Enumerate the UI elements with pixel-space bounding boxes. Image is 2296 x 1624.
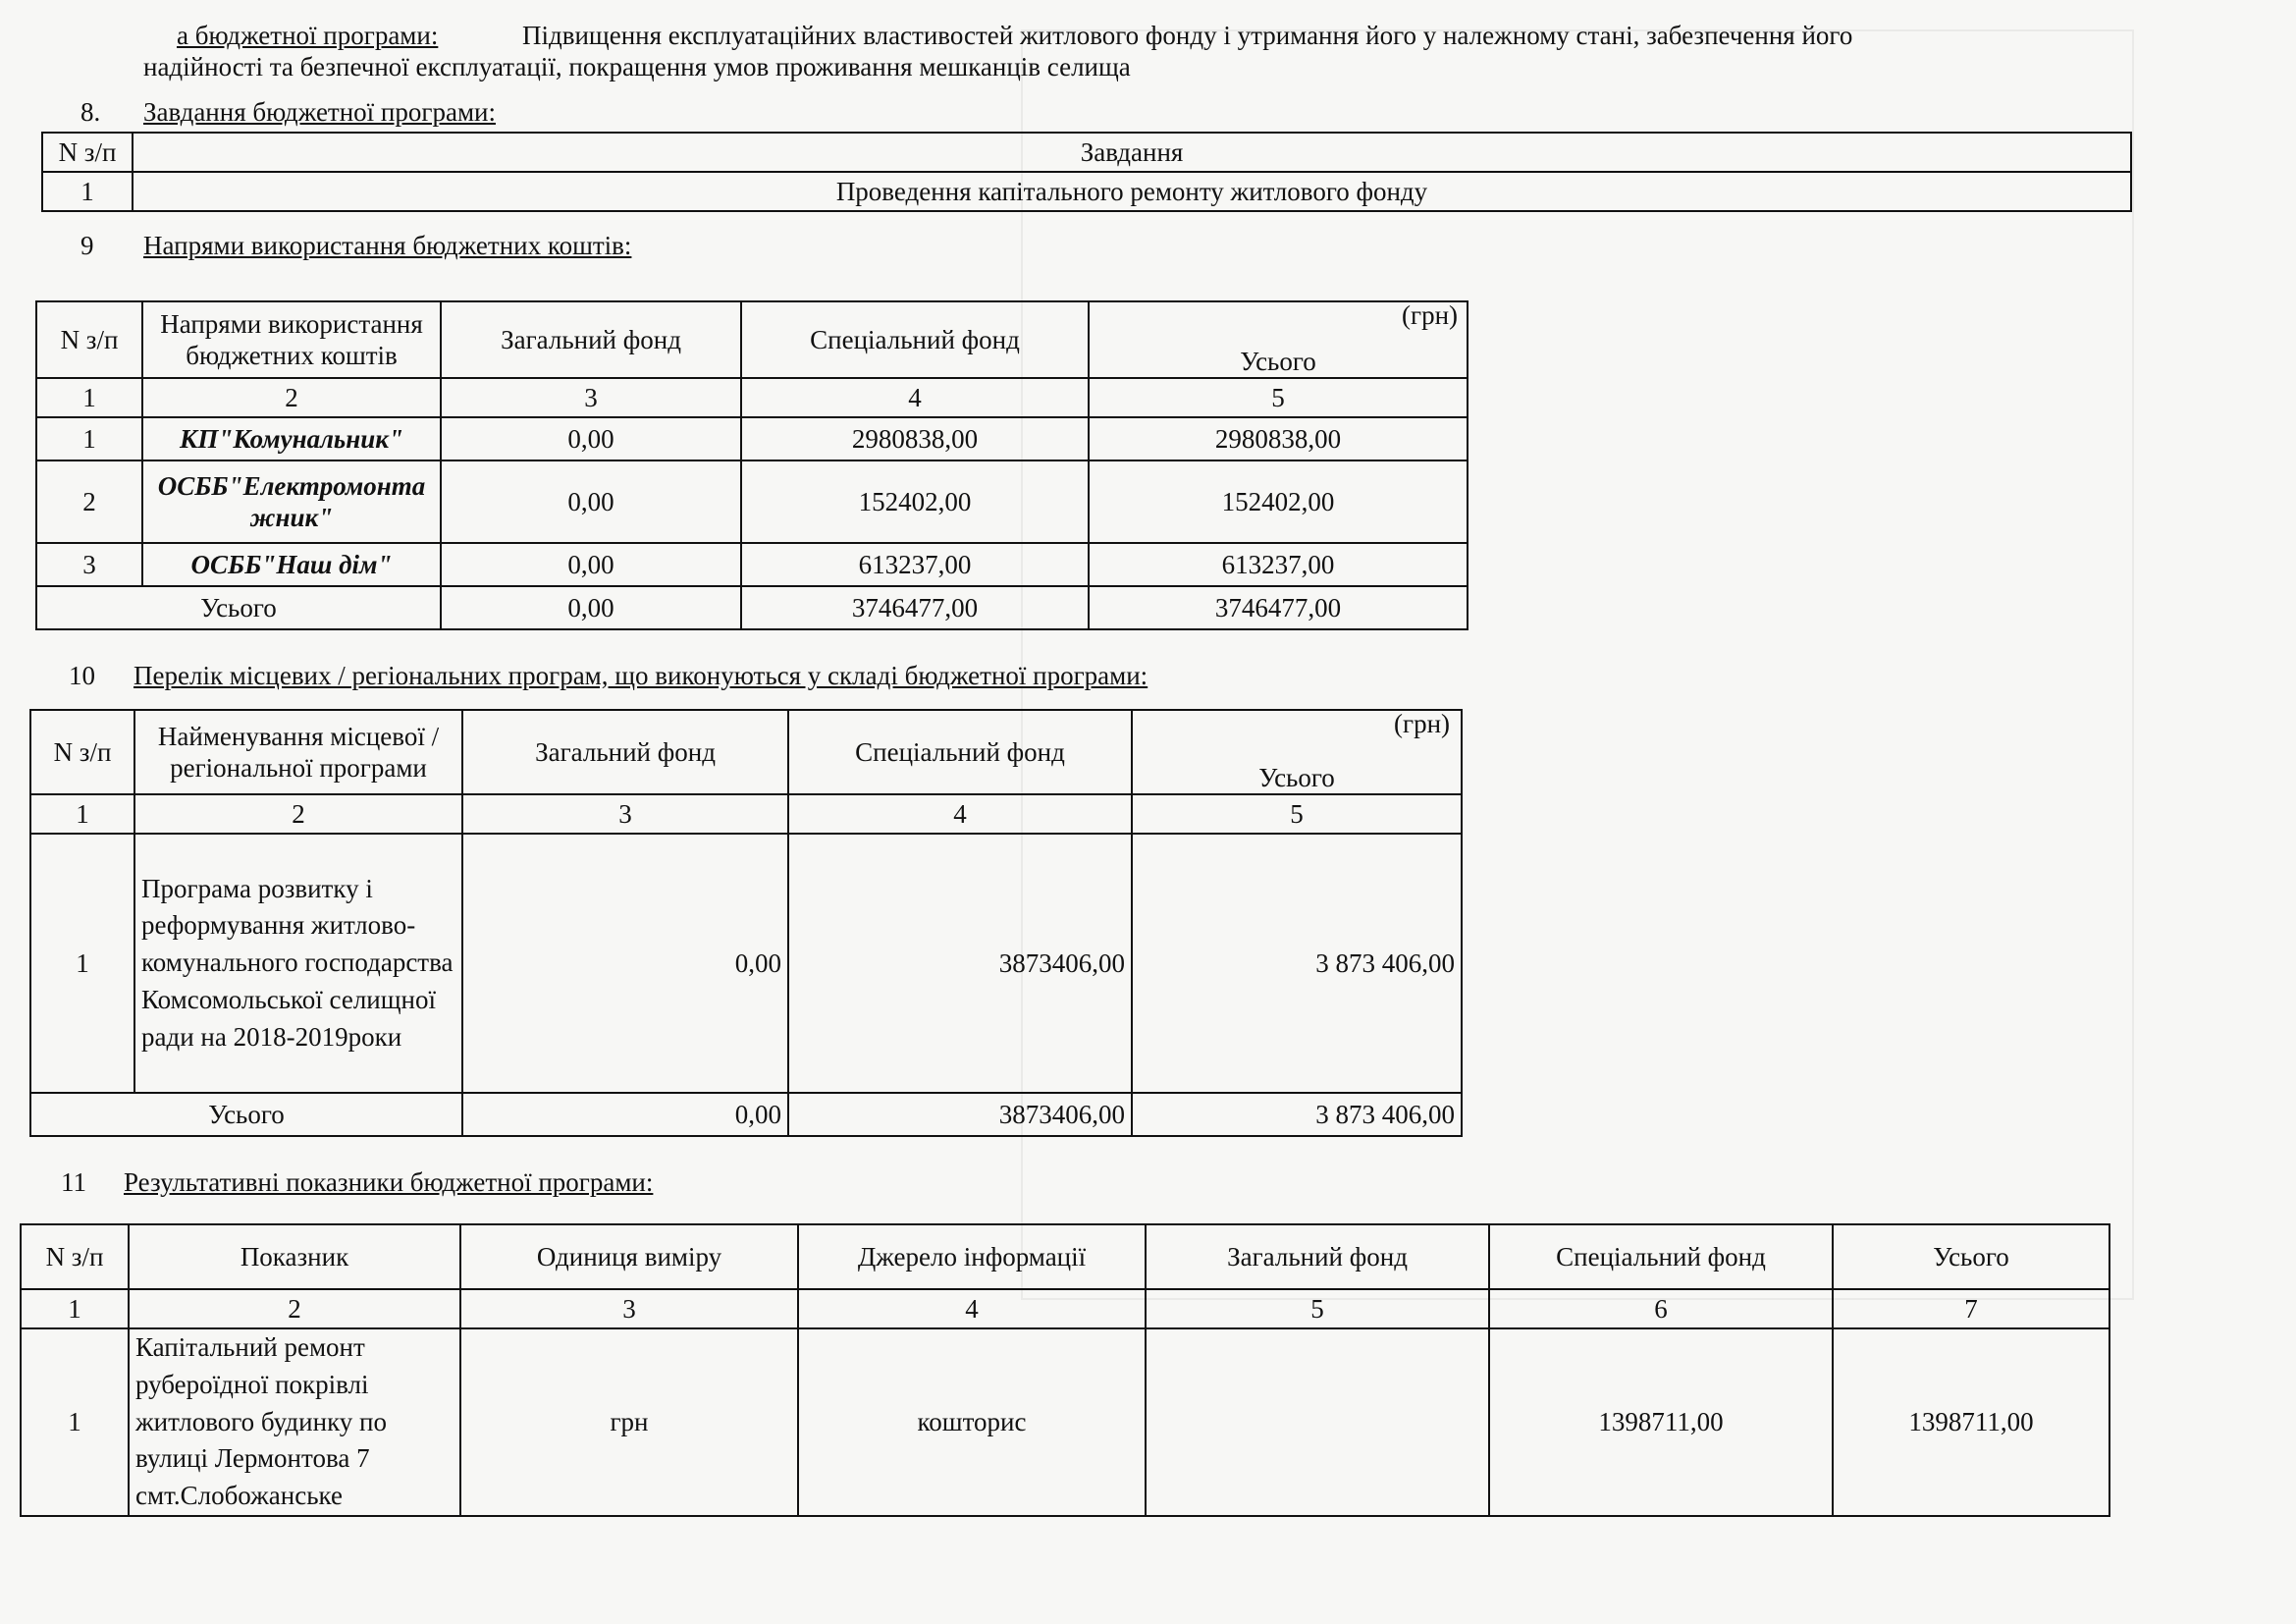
section10-title: Перелік місцевих / регіональних програм, що виконуються у складі бюджетної програми: <box>133 661 1148 690</box>
funds-total-general: 0,00 <box>441 586 741 629</box>
programs-head-general: Загальний фонд <box>462 710 788 794</box>
section8-number: 8. <box>80 97 101 127</box>
tasks-table <box>41 132 2132 212</box>
funds-row-special: 613237,00 <box>741 543 1089 586</box>
indicators-row-special: 1398711,00 <box>1489 1328 1833 1516</box>
programs-total-general: 0,00 <box>462 1093 788 1136</box>
funds-row-num: 2 <box>36 460 142 543</box>
indicators-colnum-4: 4 <box>798 1289 1146 1328</box>
indicators-row <box>21 1328 2109 1516</box>
indicators-colnum-5: 5 <box>1146 1289 1489 1328</box>
programs-colnum-2: 2 <box>134 794 462 834</box>
programs-colnum-3: 3 <box>462 794 788 834</box>
funds-row <box>36 460 1468 543</box>
funds-total-special: 3746477,00 <box>741 586 1089 629</box>
indicators-row-unit: грн <box>460 1328 798 1516</box>
programs-total-label: Усього <box>30 1093 462 1136</box>
programs-table <box>29 709 1463 1137</box>
tasks-row-num: 1 <box>42 172 133 211</box>
funds-row-num: 3 <box>36 543 142 586</box>
tasks-head-num: N з/п <box>42 133 133 172</box>
purpose-text-line1: Підвищення експлуатаційних властивостей житлового фонду і утримання його у належному стані, забезпечення його <box>522 21 1853 50</box>
funds-row-special: 2980838,00 <box>741 417 1089 460</box>
programs-row-total: 3 873 406,00 <box>1132 834 1462 1093</box>
indicators-colnum-1: 1 <box>21 1289 129 1328</box>
indicators-colnum-6: 6 <box>1489 1289 1833 1328</box>
purpose-text-line2: надійності та безпечної експлуатації, покращення умов проживання мешканців селища <box>143 52 1131 81</box>
programs-head-total: Усього <box>1132 710 1462 794</box>
section10-unit: (грн) <box>1394 709 1451 738</box>
funds-row-name: КП"Комунальник" <box>142 417 441 460</box>
programs-total-row <box>30 1093 1462 1136</box>
funds-head-general: Загальний фонд <box>441 301 741 378</box>
section10-number: 10 <box>69 661 95 690</box>
tasks-row-task: Проведення капітального ремонту житлового фонду <box>133 172 2131 211</box>
funds-total-label: Усього <box>36 586 441 629</box>
programs-row-general: 0,00 <box>462 834 788 1093</box>
funds-row-general: 0,00 <box>441 460 741 543</box>
funds-colnum-3: 3 <box>441 378 741 417</box>
section8-title: Завдання бюджетної програми: <box>143 97 496 127</box>
programs-colnum-1: 1 <box>30 794 134 834</box>
funds-head-name: Напрями використання бюджетних коштів <box>142 301 441 378</box>
programs-colnum-5: 5 <box>1132 794 1462 834</box>
indicators-row-num: 1 <box>21 1328 129 1516</box>
funds-head-num: N з/п <box>36 301 142 378</box>
indicators-head-general: Загальний фонд <box>1146 1224 1489 1289</box>
programs-total-total: 3 873 406,00 <box>1132 1093 1462 1136</box>
indicators-row-source: кошторис <box>798 1328 1146 1516</box>
funds-colnum-5: 5 <box>1089 378 1468 417</box>
indicators-colnum-3: 3 <box>460 1289 798 1328</box>
tasks-head-task: Завдання <box>133 133 2131 172</box>
funds-row-general: 0,00 <box>441 543 741 586</box>
funds-head-total: Усього <box>1089 301 1468 378</box>
funds-colnum-4: 4 <box>741 378 1089 417</box>
programs-row-num: 1 <box>30 834 134 1093</box>
programs-row-name: Програма розвитку і реформування житлово-комунального господарства Комсомольської селищної ради на 2018-2019роки <box>134 834 462 1093</box>
programs-row <box>30 834 1462 1093</box>
funds-total-row <box>36 586 1468 629</box>
indicators-colnum-2: 2 <box>129 1289 460 1328</box>
indicators-head-num: N з/п <box>21 1224 129 1289</box>
programs-head-special: Спеціальний фонд <box>788 710 1132 794</box>
funds-row-total: 152402,00 <box>1089 460 1468 543</box>
indicators-head-special: Спеціальний фонд <box>1489 1224 1833 1289</box>
funds-colnum-2: 2 <box>142 378 441 417</box>
indicators-head-unit: Одиниця виміру <box>460 1224 798 1289</box>
funds-row <box>36 417 1468 460</box>
funds-head-special: Спеціальний фонд <box>741 301 1089 378</box>
funds-total-total: 3746477,00 <box>1089 586 1468 629</box>
indicators-colnum-7: 7 <box>1833 1289 2109 1328</box>
programs-colnum-4: 4 <box>788 794 1132 834</box>
funds-row-total: 2980838,00 <box>1089 417 1468 460</box>
indicators-head-name: Показник <box>129 1224 460 1289</box>
indicators-row-name: Капітальний ремонт руберoїдної покрівлі житлового будинку по вулиці Лермонтова 7 смт.Слобожанське <box>129 1328 460 1516</box>
section11-number: 11 <box>61 1167 86 1197</box>
indicators-table <box>20 1223 2110 1517</box>
section9-number: 9 <box>80 231 94 260</box>
indicators-row-total: 1398711,00 <box>1833 1328 2109 1516</box>
section9-title: Напрями використання бюджетних коштів: <box>143 231 632 260</box>
programs-row-special: 3873406,00 <box>788 834 1132 1093</box>
indicators-head-total: Усього <box>1833 1224 2109 1289</box>
programs-head-name: Найменування місцевої / регіональної програми <box>134 710 462 794</box>
section11-title: Результативні показники бюджетної програми: <box>124 1167 654 1197</box>
funds-row-general: 0,00 <box>441 417 741 460</box>
funds-row-name: ОСББ"Електромонтажник" <box>142 460 441 543</box>
funds-table <box>35 300 1468 630</box>
funds-row <box>36 543 1468 586</box>
programs-total-special: 3873406,00 <box>788 1093 1132 1136</box>
programs-head-num: N з/п <box>30 710 134 794</box>
funds-row-total: 613237,00 <box>1089 543 1468 586</box>
indicators-head-source: Джерело інформації <box>798 1224 1146 1289</box>
indicators-row-general <box>1146 1328 1489 1516</box>
funds-row-num: 1 <box>36 417 142 460</box>
purpose-label: а бюджетної програми: <box>177 21 439 50</box>
funds-row-name: ОСББ"Наш дім" <box>142 543 441 586</box>
funds-colnum-1: 1 <box>36 378 142 417</box>
section9-unit: (грн) <box>1402 300 1459 330</box>
funds-row-special: 152402,00 <box>741 460 1089 543</box>
